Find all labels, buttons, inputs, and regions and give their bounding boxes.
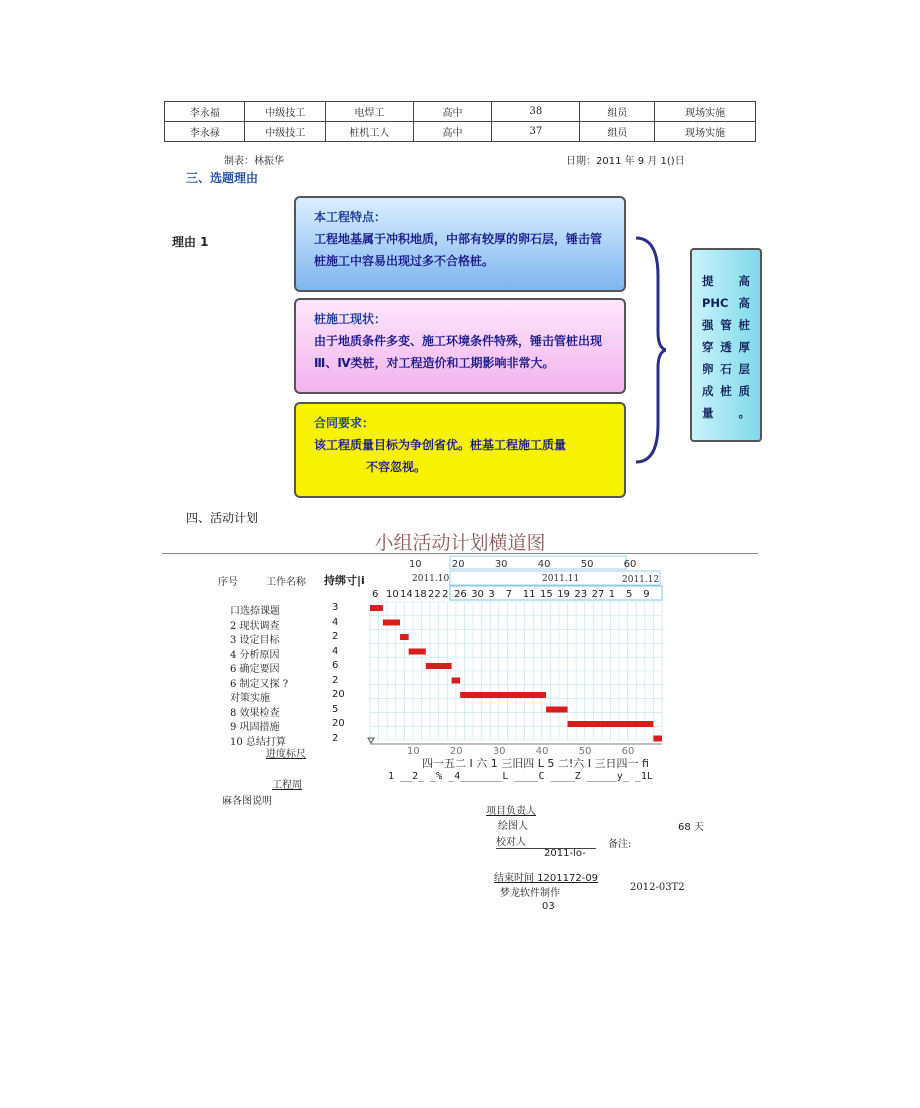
start-date: 2011-lo- [544, 848, 586, 859]
brace-icon [632, 236, 666, 464]
col-no-header: 序号 [218, 577, 238, 588]
task-bar [400, 634, 409, 640]
task-name: 6 制定又探 ? [230, 678, 289, 690]
footer-date: 2012-03T2 [630, 882, 685, 893]
day-tick: 9 [643, 589, 650, 600]
gantt-chart [366, 554, 666, 754]
section-title-plan: 四、活动计划 [186, 511, 259, 525]
top-scale-tick: 10 [408, 559, 422, 570]
week-row: 1 __2_ _% _4_______L ____C ____Z _____y_ _1L [388, 771, 653, 782]
goal-line: 提 高 [702, 274, 750, 288]
week-label: 工程周 [272, 780, 302, 791]
top-scale-tick: 60 [623, 559, 637, 570]
scroll-title: 桩施工现状： [314, 312, 387, 326]
task-duration: 3 [332, 602, 339, 613]
staff-cell: 组员 [580, 122, 655, 142]
task-duration: 4 [332, 616, 339, 628]
scroll-body: 由于地质条件多变、施工环境条件特殊，锤击管桩出现Ⅲ、Ⅳ类桩，对工程造价和工期影响非常大。 [314, 334, 603, 370]
section-title-reason: 三、选题理由 [186, 171, 259, 185]
day-tick: 23 [574, 589, 588, 600]
scroll-current-status [294, 298, 626, 394]
task-duration: 20 [332, 718, 345, 729]
top-scale-tick: 30 [494, 559, 508, 570]
day-tick: 7 [505, 589, 512, 600]
scroll-contract-requirement [294, 402, 626, 498]
staff-cell: 李永福 [165, 102, 245, 122]
goal-panel [690, 248, 762, 442]
goal-line: 量。 [702, 406, 750, 420]
footer-number: 03 [542, 901, 555, 912]
bottom-scale-tick: 50 [578, 746, 592, 754]
task-name: 4 分析原因 [230, 649, 280, 661]
day-tick: 3 [488, 589, 495, 600]
bottom-scale-tick: 40 [535, 746, 549, 754]
staff-cell: 桩机工人 [325, 122, 413, 142]
task-bar [653, 736, 662, 742]
remark-label: 备注: [608, 839, 632, 850]
scroll-title: 本工程特点： [314, 210, 387, 224]
goal-line: 强管桩 [702, 318, 750, 332]
task-duration: 4 [332, 645, 339, 657]
task-bar [546, 707, 567, 713]
weekday-row: 四一五二 I 六 1 三旧四 L 5 二!六 I 三日四一 fi [422, 757, 649, 770]
day-tick: 11 [522, 589, 536, 600]
month-label: 2011.10 [412, 574, 450, 584]
top-scale-tick: 20 [451, 559, 465, 570]
task-duration: 6 [332, 660, 339, 671]
col-name-header: 工作名称 [266, 577, 306, 588]
task-bar [426, 663, 452, 669]
staff-cell: 38 [492, 102, 580, 122]
task-name: 口选捺课题 [230, 606, 280, 617]
task-duration: 2 [332, 674, 339, 686]
day-tick: 1 [608, 589, 616, 600]
month-label: 2011.12 [622, 575, 660, 585]
staff-cell: 组员 [580, 102, 655, 122]
date-label: 日期：2011 年 9 月 1()日 [566, 156, 685, 167]
task-name: 对策实施 [230, 693, 270, 704]
goal-line: 成桩质 [702, 384, 750, 398]
task-bar [452, 678, 461, 684]
scroll-body: 该工程质量目标为争创省优。桩基工程施工质量 [314, 438, 567, 452]
staff-cell: 中级技工 [245, 122, 325, 142]
legend-label: 麻各图说明 [222, 796, 272, 807]
staff-cell: 现场实施 [655, 122, 756, 142]
bottom-scale-tick: 10 [406, 746, 420, 754]
day-tick: 19 [557, 589, 570, 600]
scroll-title: 合同要求： [314, 416, 375, 430]
day-tick: 5 [626, 589, 633, 600]
task-duration: 5 [332, 703, 339, 715]
leader-label: 项目负责人 [486, 806, 536, 817]
day-tick: 14 [400, 589, 413, 600]
task-bar [568, 721, 654, 727]
bottom-scale-tick: 20 [449, 746, 463, 754]
scroll-body-2: 不容忽视。 [366, 460, 427, 474]
day-tick: 30 [471, 589, 484, 600]
bottom-scale-tick: 30 [492, 746, 506, 754]
scroll-project-feature [294, 196, 626, 292]
staff-cell: 现场实施 [655, 102, 756, 122]
task-name: 6 确定要因 [230, 664, 280, 675]
staff-row [165, 122, 756, 142]
staff-cell: 高中 [413, 122, 492, 142]
day-tick: 6 [372, 589, 379, 600]
month-label: 2011.11 [542, 574, 580, 584]
task-name: 2 现状调查 [230, 620, 280, 632]
staff-cell: 高中 [413, 102, 492, 122]
task-bar [460, 692, 546, 698]
staff-cell: 电焊工 [325, 102, 413, 122]
goal-line: 卵石层 [702, 362, 750, 376]
task-name: 3 设定目标 [230, 635, 280, 646]
task-name: 8 效果检查 [230, 707, 280, 719]
day-tick: 26 [454, 589, 467, 600]
task-duration: 20 [332, 689, 345, 700]
col-duration-header: 持绑寸|i [324, 574, 365, 587]
top-scale-tick: 40 [537, 559, 551, 570]
staff-row [165, 102, 756, 122]
goal-line: 穿透厚 [702, 340, 750, 354]
scale-marker-icon [368, 738, 374, 743]
day-tick: 27 [591, 589, 605, 600]
maker-label: 制表：林振华 [224, 156, 284, 167]
task-name: 10 总结打算 [230, 736, 286, 748]
bottom-scale-tick: 60 [621, 746, 635, 754]
top-scale-tick: 50 [580, 559, 594, 570]
day-tick: 22 [428, 589, 441, 600]
day-tick: 18 [414, 589, 427, 600]
end-date: 结束时间 1201172-09 [494, 873, 599, 884]
reason-label: 理由 1 [172, 235, 209, 249]
task-bar [370, 605, 383, 611]
staff-cell: 李永禄 [165, 122, 245, 142]
staff-table [164, 101, 756, 142]
task-duration: 2 [332, 732, 339, 744]
task-bar [409, 649, 426, 655]
day-tick: 10 [386, 589, 399, 600]
day-tick: 15 [540, 589, 553, 600]
scroll-body: 工程地基属于冲积地质，中部有较厚的卵石层，锤击管桩施工中容易出现过多不合格桩。 [314, 232, 603, 268]
task-bar [383, 620, 400, 626]
drawer-label: 绘图人 [498, 821, 528, 832]
total-days: 68 天 [678, 822, 704, 833]
progress-scale-label: 进度标尺 [266, 749, 306, 760]
checker-label: 校对人 [496, 833, 596, 849]
task-name: 9 巩固措施 [230, 722, 280, 733]
gantt-title: 小组活动计划横道图 [374, 532, 546, 554]
software-label: 梦龙软件制作 [500, 888, 560, 899]
staff-cell: 37 [492, 122, 580, 142]
task-duration: 2 [332, 631, 339, 642]
staff-cell: 中级技工 [245, 102, 325, 122]
goal-line: PHC 高 [702, 296, 750, 310]
day-tick: 2 [442, 589, 449, 600]
